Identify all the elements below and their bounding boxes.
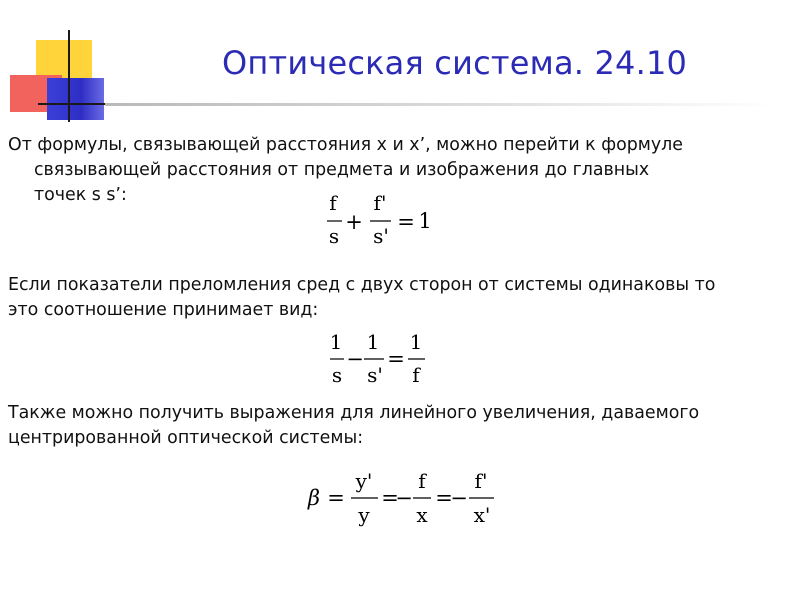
f3-num2: f <box>418 469 426 493</box>
f2-num2: 1 <box>366 330 380 354</box>
f1-eq: = <box>397 210 415 234</box>
f2-num1: 1 <box>329 330 343 354</box>
f3-eq1: = <box>327 486 345 510</box>
f2-den2: s' <box>367 363 383 387</box>
f3-lhs: β <box>307 486 321 510</box>
yellow-square <box>36 40 92 78</box>
f1-rhs: 1 <box>418 209 432 233</box>
slide-title: Оптическая система. 24.10 <box>222 44 688 82</box>
paragraph-2 <box>8 273 793 323</box>
f3-neg3: − <box>450 486 468 510</box>
f1-den2: s' <box>373 224 389 248</box>
paragraph-1-line-3: точек s s’: <box>34 185 127 205</box>
paragraph-2-line-1: Если показатели преломления сред с двух сторон от системы одинаковы то <box>8 275 716 295</box>
f2-den1: s <box>331 363 343 387</box>
formula-3 <box>304 468 504 538</box>
f3-den1: y <box>358 503 370 527</box>
formula-2 <box>328 327 438 395</box>
title-rule <box>105 103 775 106</box>
f1-num1: f <box>329 191 337 215</box>
blue-square <box>47 78 104 120</box>
f3-neg2: − <box>395 486 413 510</box>
f3-den3: x' <box>473 503 491 527</box>
paragraph-1-line-1: От формулы, связывающей расстояния x и x’, можно перейти к формуле <box>8 135 683 155</box>
f1-num2: f' <box>373 191 387 215</box>
decorative-logo <box>0 0 120 120</box>
f3-num1: y' <box>355 469 373 493</box>
f3-eq3: = <box>435 486 453 510</box>
paragraph-1-line-2: связывающей расстояния от предмета и изображения до главных <box>34 160 650 180</box>
f1-den1: s <box>328 224 340 248</box>
formula-1 <box>325 190 445 258</box>
paragraph-3-line-2: центрированной оптической системы: <box>8 428 364 448</box>
f2-eq: = <box>387 347 405 371</box>
f2-op1: − <box>346 347 364 371</box>
paragraph-2-line-2: это соотношение принимает вид: <box>8 300 319 320</box>
f2-den3: f <box>412 363 420 387</box>
vertical-line <box>68 30 70 122</box>
f3-eq2: = <box>381 486 399 510</box>
f2-num3: 1 <box>409 330 423 354</box>
f3-den2: x <box>416 503 428 527</box>
f1-op1: + <box>345 210 363 234</box>
paragraph-3 <box>8 401 793 451</box>
f3-num3: f' <box>474 469 488 493</box>
paragraph-3-line-1: Также можно получить выражения для линейного увеличения, даваемого <box>8 403 700 423</box>
